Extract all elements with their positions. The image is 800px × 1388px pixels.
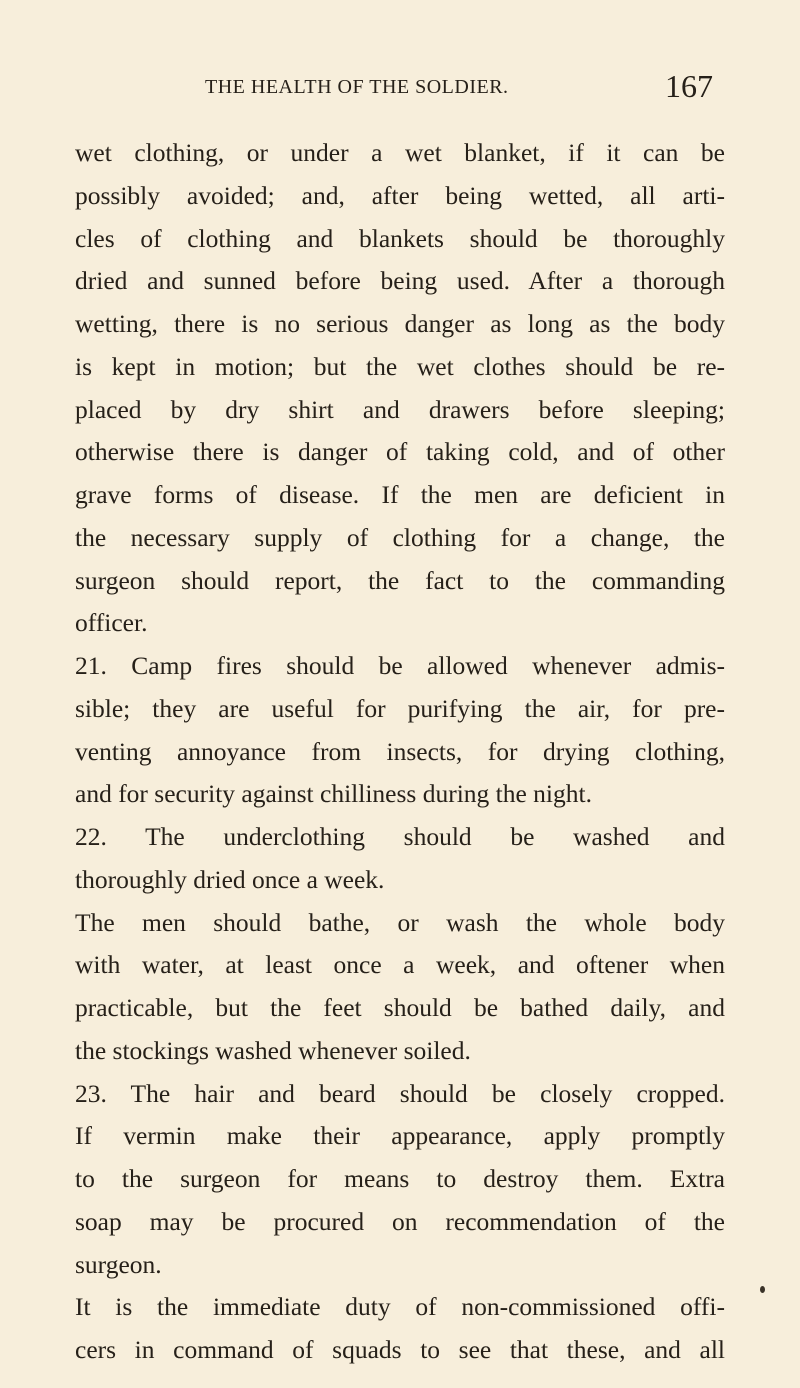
- text-line: soap may be procured on recommendation of the: [75, 1206, 725, 1236]
- text-line: dried and sunned before being used. After a thorough: [75, 266, 725, 296]
- text-line: wetting, there is no serious danger as long as the body: [75, 309, 725, 338]
- text-line: If vermin make their appearance, apply promptly: [75, 1121, 725, 1151]
- text-line: and for security against chilliness during the night.: [75, 779, 592, 809]
- text-line: thoroughly dried once a week.: [75, 864, 385, 894]
- text-line: It is the immediate duty of non-commissioned offi-: [75, 1292, 725, 1322]
- text-line: the necessary supply of clothing for a change, the: [75, 522, 725, 552]
- text-line: 21. Camp fires should be allowed whenever admis-: [75, 651, 725, 680]
- text-line: cers in command of squads to see that these, and all: [75, 1335, 725, 1364]
- text-line: surgeon.: [75, 1249, 162, 1279]
- text-line: with water, at least once a week, and oftener when: [75, 950, 725, 980]
- body-text: [75, 132, 725, 1372]
- text-line: cles of clothing and blankets should be thoroughly: [75, 223, 725, 253]
- text-line: officer.: [75, 608, 148, 638]
- text-line: wet clothing, or under a wet blanket, if it can be: [75, 138, 725, 167]
- text-line: placed by dry shirt and drawers before sleeping;: [75, 394, 725, 424]
- text-line: sible; they are useful for purifying the air, for pre-: [75, 693, 725, 723]
- text-line: possibly avoided; and, after being wetted, all arti-: [75, 180, 725, 210]
- text-line: grave forms of disease. If the men are deficient in: [75, 480, 725, 509]
- page-header: [0, 70, 800, 110]
- running-head: THE HEALTH OF THE SOLDIER.: [205, 76, 509, 98]
- text-line: the stockings washed whenever soiled.: [75, 1035, 471, 1065]
- text-line: is kept in motion; but the wet clothes should be re-: [75, 351, 725, 381]
- text-line: to the surgeon for means to destroy them. Extra: [75, 1164, 725, 1193]
- text-line: venting annoyance from insects, for drying clothing,: [75, 736, 725, 766]
- page-number: 167: [665, 68, 713, 104]
- text-line: otherwise there is danger of taking cold, and of other: [75, 437, 725, 467]
- ink-spot: [760, 1286, 765, 1293]
- text-line: surgeon should report, the fact to the commanding: [75, 565, 725, 595]
- text-line: 22. The underclothing should be washed and: [75, 822, 725, 851]
- text-line: The men should bathe, or wash the whole body: [75, 907, 725, 937]
- text-line: 23. The hair and beard should be closely cropped.: [75, 1078, 725, 1108]
- text-line: practicable, but the feet should be bathed daily, and: [75, 993, 725, 1022]
